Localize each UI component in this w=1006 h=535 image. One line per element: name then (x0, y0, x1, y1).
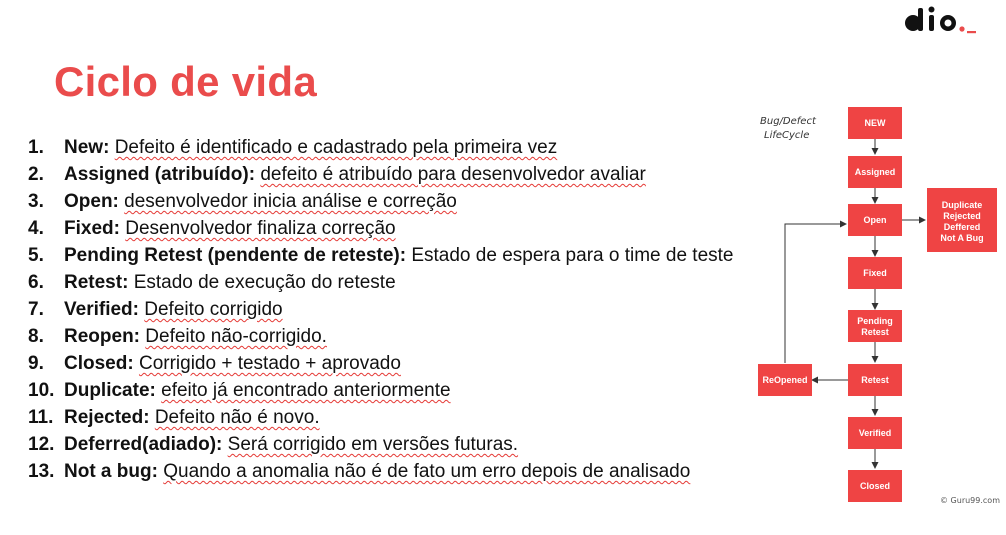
svg-text:Open: Open (863, 215, 887, 225)
list-item: 12. Deferred(adiado): Será corrigido em versões futuras. (28, 434, 519, 455)
list-item: 13. Not a bug: Quando a anomalia não é de fato um erro depois de analisado (28, 461, 691, 482)
state-verified (848, 417, 902, 449)
state-new (848, 107, 902, 139)
state-reopened (758, 364, 812, 396)
list-item: 4. Fixed: Desenvolvedor finaliza correção (28, 218, 396, 239)
svg-text:NEW: NEW (864, 118, 886, 128)
bug-lifecycle-diagram (750, 104, 1002, 508)
svg-text:Rejected: Rejected (943, 211, 981, 221)
diagram-caption-line2: LifeCycle (764, 130, 810, 141)
copyright-text: © Guru99.com (940, 496, 1000, 505)
state-duplicate-rejected-deferred (927, 188, 997, 252)
dio-logo-icon (903, 4, 983, 40)
lifecycle-list (28, 134, 788, 485)
svg-text:Retest: Retest (861, 327, 889, 337)
list-item: 8. Reopen: Defeito não-corrigido. (28, 326, 327, 347)
page-title: Ciclo de vida (54, 58, 317, 105)
state-fixed (848, 257, 902, 289)
state-retest (848, 364, 902, 396)
state-assigned (848, 156, 902, 188)
state-closed (848, 470, 902, 502)
list-item: 9. Closed: Corrigido + testado + aprovado (28, 353, 401, 374)
svg-text:Retest: Retest (861, 375, 889, 385)
svg-text:Deffered: Deffered (943, 222, 981, 232)
svg-text:Closed: Closed (859, 481, 891, 491)
list-item: 10. Duplicate: efeito já encontrado anteriormente (28, 380, 451, 401)
svg-text:Not A Bug: Not A Bug (940, 233, 984, 243)
diagram-caption-line1: Bug/Defect (760, 116, 816, 127)
svg-text:Verified: Verified (858, 428, 892, 438)
svg-text:Duplicate: Duplicate (941, 200, 983, 210)
svg-text:Assigned: Assigned (854, 167, 896, 177)
state-pending-retest (848, 310, 902, 342)
svg-text:ReOpened: ReOpened (762, 375, 808, 385)
list-item: 7. Verified: Defeito corrigido (28, 299, 283, 320)
list-item: 6. Retest: Estado de execução do reteste (28, 272, 396, 293)
svg-text:Pending: Pending (857, 316, 893, 326)
list-item: 5. Pending Retest (pendente de reteste): Estado de espera para o time de teste (28, 245, 734, 266)
list-item: 3. Open: desenvolvedor inicia análise e correção (28, 191, 457, 212)
list-item: 1. New: Defeito é identificado e cadastrado pela primeira vez (28, 137, 558, 158)
svg-text:Fixed: Fixed (863, 268, 887, 278)
list-item: 2. Assigned (atribuído): defeito é atribuído para desenvolvedor avaliar (28, 164, 646, 185)
state-open (848, 204, 902, 236)
list-item: 11. Rejected: Defeito não é novo. (28, 407, 320, 428)
